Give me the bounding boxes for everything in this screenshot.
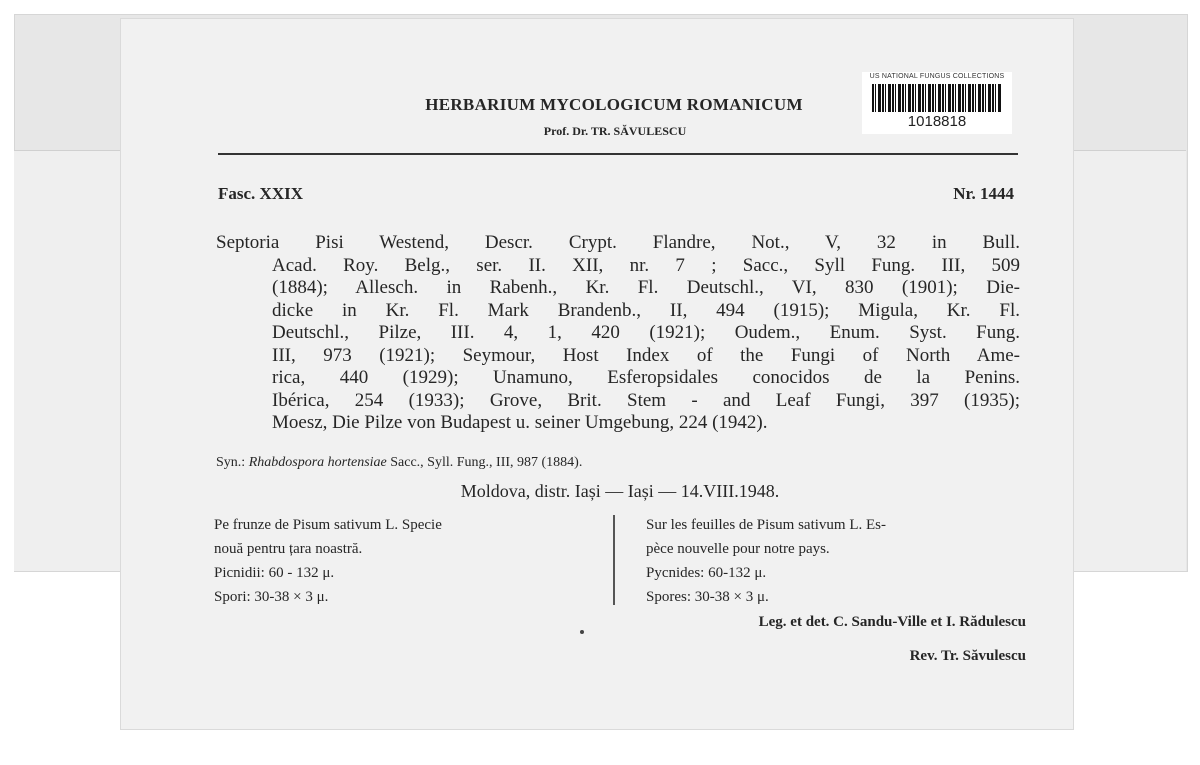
description-line: nouă pentru țara noastră. (214, 541, 363, 557)
citation-line: Septoria Pisi Westend, Descr. Crypt. Flandre, Not., V, 32 in Bull. (216, 232, 1020, 253)
citation-line: III, 973 (1921); Seymour, Host Index of the Fungi of North Ame- (272, 344, 1020, 366)
barcode-number: 1018818 (907, 113, 967, 130)
description-line: Spores: 30-38 × 3 μ. (646, 589, 769, 605)
citation-line: (1884); Allesch. in Rabenh., Kr. Fl. Deutschl., VI, 830 (1901); Die- (272, 277, 1020, 298)
description-line: Sur les feuilles de Pisum sativum L. Es- (646, 517, 886, 533)
envelope-flap-right (1072, 150, 1186, 571)
description-line: Pycnides: 60-132 μ. (646, 565, 767, 581)
romanian-description (214, 513, 594, 609)
description-line: Spori: 30-38 × 3 μ. (214, 589, 329, 605)
barcode-institution: US NATIONAL FUNGUS COLLECTIONS (869, 73, 1005, 80)
citation-line: dicke in Kr. Fl. Mark Brandenb., II, 494 (1915); Migula, Kr. Fl. (272, 299, 1020, 321)
description-line: Picnidii: 60 - 132 μ. (214, 565, 335, 581)
citation-block (216, 232, 1020, 435)
specimen-number: Nr. 1444 (953, 184, 1014, 203)
herbarium-subtitle: Prof. Dr. TR. SĂVULESCU (543, 124, 687, 138)
envelope-flap-left (14, 150, 120, 571)
header-divider (218, 153, 1018, 155)
column-divider (613, 515, 615, 605)
citation-line: Moesz, Die Pilze von Budapest u. seiner Umgebung, 224 (1942). (272, 412, 768, 433)
description-line: Pe frunze de Pisum sativum L. Specie (214, 517, 442, 533)
fascicle-label: Fasc. XXIX (218, 184, 303, 203)
citation-line: rica, 440 (1929); Unamuno, Esferopsidales conocidos de la Penins. (272, 367, 1020, 388)
citation-line: Ibérica, 254 (1933); Grove, Brit. Stem - and Leaf Fungi, 397 (1935); (272, 389, 1020, 411)
reviewer-line: Rev. Tr. Săvulescu (909, 648, 1026, 664)
synonym-label: Syn.: (216, 455, 246, 470)
description-line: pèce nouvelle pour notre pays. (646, 541, 830, 557)
barcode-tag (862, 72, 1012, 134)
ink-dot (580, 630, 584, 634)
barcode-icon (872, 84, 1002, 112)
collection-locality: Moldova, distr. Iași — Iași — 14.VIII.1948. (460, 481, 780, 501)
herbarium-title: HERBARIUM MYCOLOGICUM ROMANICUM (425, 95, 803, 114)
synonym-reference: Sacc., Syll. Fung., III, 987 (1884). (390, 455, 583, 470)
citation-line: Deutschl., Pilze, III. 4, 1, 420 (1921); Oudem., Enum. Syst. Fung. (272, 322, 1020, 343)
citation-line: Acad. Roy. Belg., ser. II. XII, nr. 7 ; Sacc., Syll Fung. III, 509 (272, 254, 1020, 276)
collectors-line: Leg. et det. C. Sandu-Ville et I. Rădulescu (758, 614, 1026, 630)
synonym-line (216, 455, 582, 471)
french-description (646, 513, 1026, 609)
synonym-name: Rhabdospora hortensiae (248, 455, 387, 470)
